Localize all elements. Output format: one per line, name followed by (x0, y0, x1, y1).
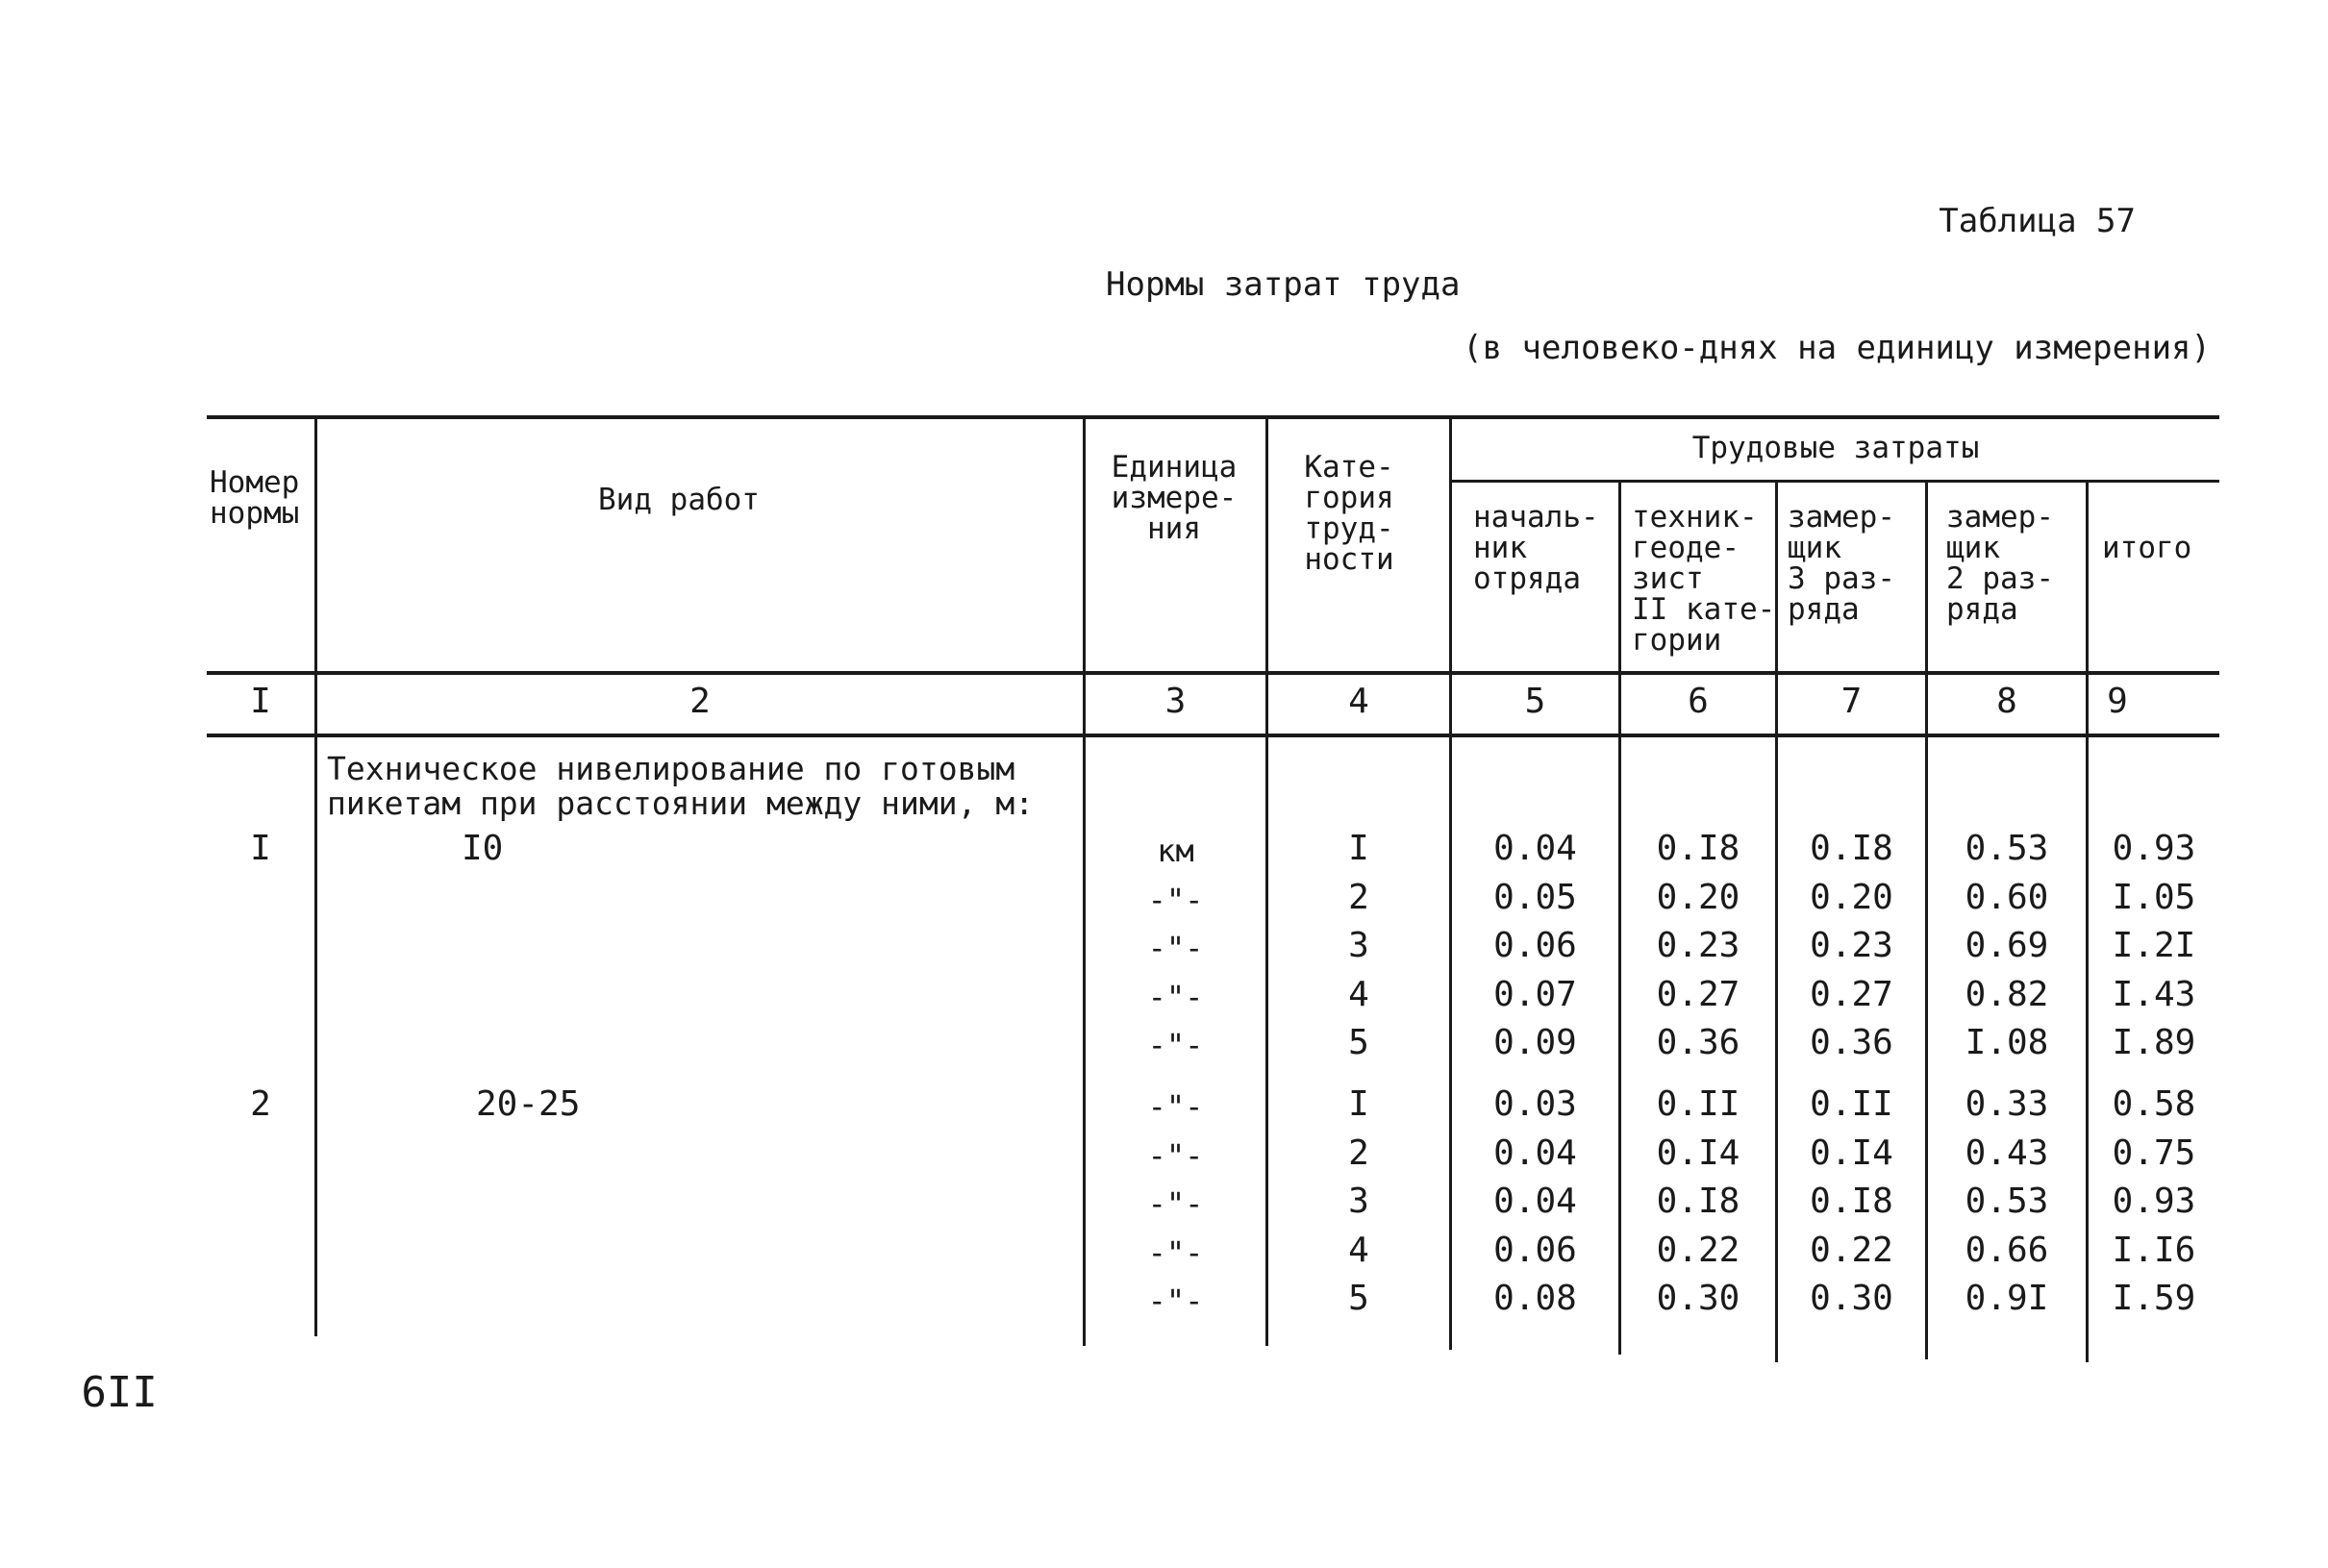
header-col8: замер- щик 2 раз- ряда (1946, 500, 2054, 627)
table-cell-c5: 0.04 (1493, 1132, 1577, 1173)
table-cell-category: I (1348, 829, 1369, 868)
table-cell-c7: 0.23 (1810, 926, 1893, 965)
header-norm-number: Номер нормы (210, 465, 300, 531)
table-cell-category: 5 (1348, 1023, 1369, 1062)
table-cell-category: 2 (1348, 877, 1369, 917)
norm-number: I (250, 829, 271, 868)
table-cell-c5: 0.05 (1493, 877, 1577, 917)
header-work-type: Вид работ (598, 483, 760, 517)
table-cell-category: 4 (1348, 1230, 1369, 1270)
table-cell-c6: 0.I4 (1656, 1132, 1740, 1173)
header-col6: техник- геоде- зист II кате- гории (1632, 500, 1776, 658)
column-number: 3 (1164, 682, 1187, 721)
table-cell-c6: 0.I8 (1656, 1182, 1740, 1221)
table-cell-c5: 0.06 (1493, 926, 1577, 965)
table-cell-category: 4 (1348, 974, 1369, 1014)
table-cell-c6: 0.II (1656, 1084, 1740, 1124)
table-cell-c9: I.05 (2112, 877, 2196, 917)
table-cell-c9: I.I6 (2112, 1230, 2196, 1270)
column-number: 5 (1524, 682, 1546, 721)
table-cell-c7: 0.22 (1810, 1230, 1893, 1270)
page-subtitle: (в человеко-днях на единицу измерения) (1463, 329, 2211, 367)
table-cell-c7: 0.I8 (1810, 1182, 1893, 1221)
table-cell-c9: I.2I (2112, 926, 2196, 965)
header-labor-costs: Трудовые затраты (1691, 431, 1980, 465)
table-cell-c9: I.59 (2112, 1279, 2196, 1318)
table-cell-c8: I.08 (1965, 1023, 2049, 1062)
table-cell-category: 2 (1348, 1132, 1369, 1173)
section-description: Техническое нивелирование по готовым пикетам при расстоянии между ними, м: (327, 750, 1035, 822)
table-cell-unit: -"- (1147, 1088, 1204, 1125)
header-unit: Единица измере- ния (1111, 450, 1238, 546)
table-cell-c8: 0.53 (1965, 1182, 2049, 1221)
table-cell-category: I (1348, 1084, 1369, 1124)
table-cell-c8: 0.33 (1965, 1084, 2049, 1124)
table-cell-unit: -"- (1147, 881, 1204, 918)
norm-number: 2 (250, 1084, 271, 1124)
table-cell-c6: 0.22 (1656, 1230, 1740, 1270)
column-number: 2 (689, 682, 711, 721)
table-cell-c7: 0.27 (1810, 974, 1893, 1014)
column-number: 7 (1840, 682, 1863, 721)
column-number: 9 (2107, 682, 2128, 721)
header-col5: началь- ник отряда (1473, 500, 1599, 596)
table-cell-c7: 0.I4 (1810, 1132, 1893, 1173)
table-cell-c7: 0.30 (1810, 1279, 1893, 1318)
column-number: 6 (1688, 682, 1709, 721)
table-cell-c5: 0.04 (1493, 829, 1577, 868)
table-cell-unit: -"- (1147, 1233, 1204, 1271)
table-cell-unit: км (1157, 833, 1194, 869)
table-cell-c8: 0.43 (1965, 1132, 2049, 1173)
table-cell-unit: -"- (1147, 930, 1204, 966)
table-caption: Таблица 57 (1939, 202, 2136, 240)
table-cell-c5: 0.07 (1493, 974, 1577, 1014)
table-cell-c6: 0.23 (1656, 926, 1740, 965)
distance-label: I0 (462, 829, 504, 868)
table-cell-c5: 0.08 (1493, 1279, 1577, 1318)
table-cell-c8: 0.60 (1965, 877, 2049, 917)
table-cell-c5: 0.03 (1493, 1084, 1577, 1124)
header-category: Кате- гория труд- ности (1304, 450, 1394, 577)
header-col7: замер- щик 3 раз- ряда (1788, 500, 1895, 627)
page-number: II9 (81, 1365, 158, 1414)
table-cell-unit: -"- (1147, 978, 1204, 1015)
column-number: 4 (1348, 682, 1369, 721)
table-cell-c9: 0.93 (2112, 829, 2196, 868)
table-cell-c8: 0.69 (1965, 926, 2049, 965)
table-cell-unit: -"- (1147, 1027, 1204, 1063)
table-cell-c9: 0.75 (2112, 1132, 2196, 1173)
table-cell-c6: 0.36 (1656, 1023, 1740, 1062)
table-cell-c8: 0.53 (1965, 829, 2049, 868)
page-title: Нормы затрат труда (1106, 265, 1461, 304)
table-cell-c7: 0.36 (1810, 1023, 1893, 1062)
table-cell-c6: 0.I8 (1656, 829, 1740, 868)
table-cell-c9: 0.93 (2112, 1182, 2196, 1221)
table-cell-c7: 0.20 (1810, 877, 1893, 917)
distance-label: 20-25 (476, 1084, 581, 1124)
table-cell-unit: -"- (1147, 1185, 1204, 1222)
table-cell-c6: 0.27 (1656, 974, 1740, 1014)
table-cell-c5: 0.04 (1493, 1182, 1577, 1221)
table-cell-category: 3 (1348, 1182, 1369, 1221)
table-cell-c9: 0.58 (2112, 1084, 2196, 1124)
column-number: I (250, 682, 271, 721)
table-cell-c8: 0.66 (1965, 1230, 2049, 1270)
header-col9: итого (2102, 531, 2192, 565)
table-cell-c7: 0.II (1810, 1084, 1893, 1124)
table-cell-c6: 0.20 (1656, 877, 1740, 917)
table-cell-c6: 0.30 (1656, 1279, 1740, 1318)
table-cell-c5: 0.06 (1493, 1230, 1577, 1270)
table-cell-category: 5 (1348, 1279, 1369, 1318)
table-cell-c5: 0.09 (1493, 1023, 1577, 1062)
table-cell-c8: 0.82 (1965, 974, 2049, 1014)
table-cell-category: 3 (1348, 926, 1369, 965)
column-number: 8 (1996, 682, 2017, 721)
table-cell-c8: 0.9I (1965, 1279, 2049, 1318)
table-cell-c7: 0.I8 (1810, 829, 1893, 868)
table-cell-unit: -"- (1147, 1282, 1204, 1319)
table-cell-c9: I.43 (2112, 974, 2196, 1014)
table-cell-unit: -"- (1147, 1136, 1204, 1174)
table-cell-c9: I.89 (2112, 1023, 2196, 1062)
